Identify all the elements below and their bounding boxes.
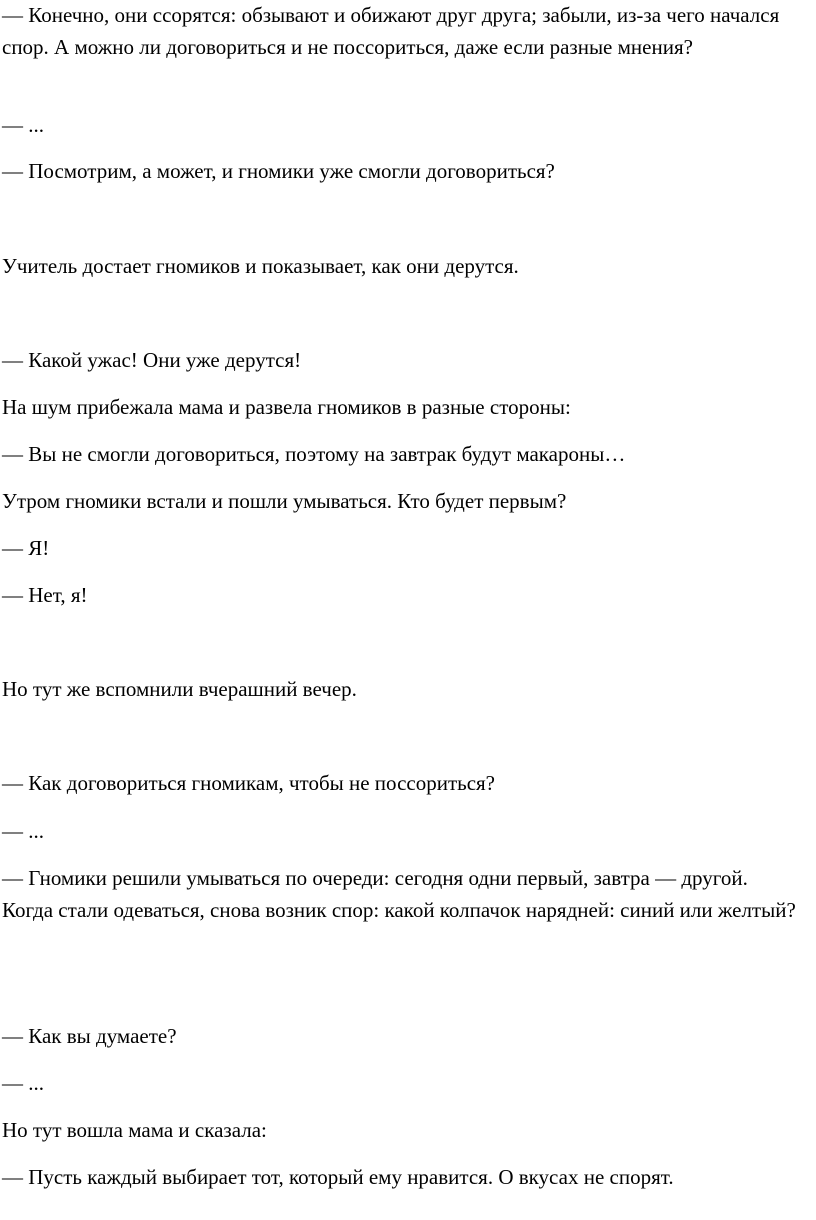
paragraph-12: — Как договориться гномикам, чтобы не поссориться? bbox=[2, 771, 496, 795]
paragraph-10: — Нет, я! bbox=[2, 583, 88, 607]
paragraph-13: — ... bbox=[2, 819, 44, 843]
paragraph-16: — ... bbox=[2, 1071, 44, 1095]
paragraph-5: — Какой ужас! Они уже дерутся! bbox=[2, 348, 302, 372]
paragraph-1: — Конечно, они ссорятся: обзывают и обижают друг друга; забыли, из-за чего начался спор. А можно ли договориться и не поссориться, даже если разные мнения? bbox=[2, 3, 780, 59]
paragraph-4: Учитель достает гномиков и показывает, как они дерутся. bbox=[2, 254, 519, 278]
paragraph-15: — Как вы думаете? bbox=[2, 1024, 177, 1048]
paragraph-3: — Посмотрим, а может, и гномики уже смогли договориться? bbox=[2, 159, 555, 183]
paragraph-2: — ... bbox=[2, 113, 44, 137]
paragraph-6: На шум прибежала мама и развела гномиков в разные стороны: bbox=[2, 395, 571, 419]
paragraph-9: — Я! bbox=[2, 536, 50, 560]
paragraph-14: — Гномики решили умываться по очереди: сегодня одни первый, завтра — другой. Когда стали одеваться, снова возник спор: какой колпачок нарядней: синий или желтый? bbox=[2, 866, 796, 922]
paragraph-8: Утром гномики встали и пошли умываться. Кто будет первым? bbox=[2, 489, 567, 513]
paragraph-17: Но тут вошла мама и сказала: bbox=[2, 1118, 267, 1142]
paragraph-18: — Пусть каждый выбирает тот, который ему нравится. О вкусах не спорят. bbox=[2, 1165, 674, 1189]
paragraph-11: Но тут же вспомнили вчерашний вечер. bbox=[2, 677, 357, 701]
paragraph-7: — Вы не смогли договориться, поэтому на завтрак будут макароны… bbox=[2, 442, 626, 466]
